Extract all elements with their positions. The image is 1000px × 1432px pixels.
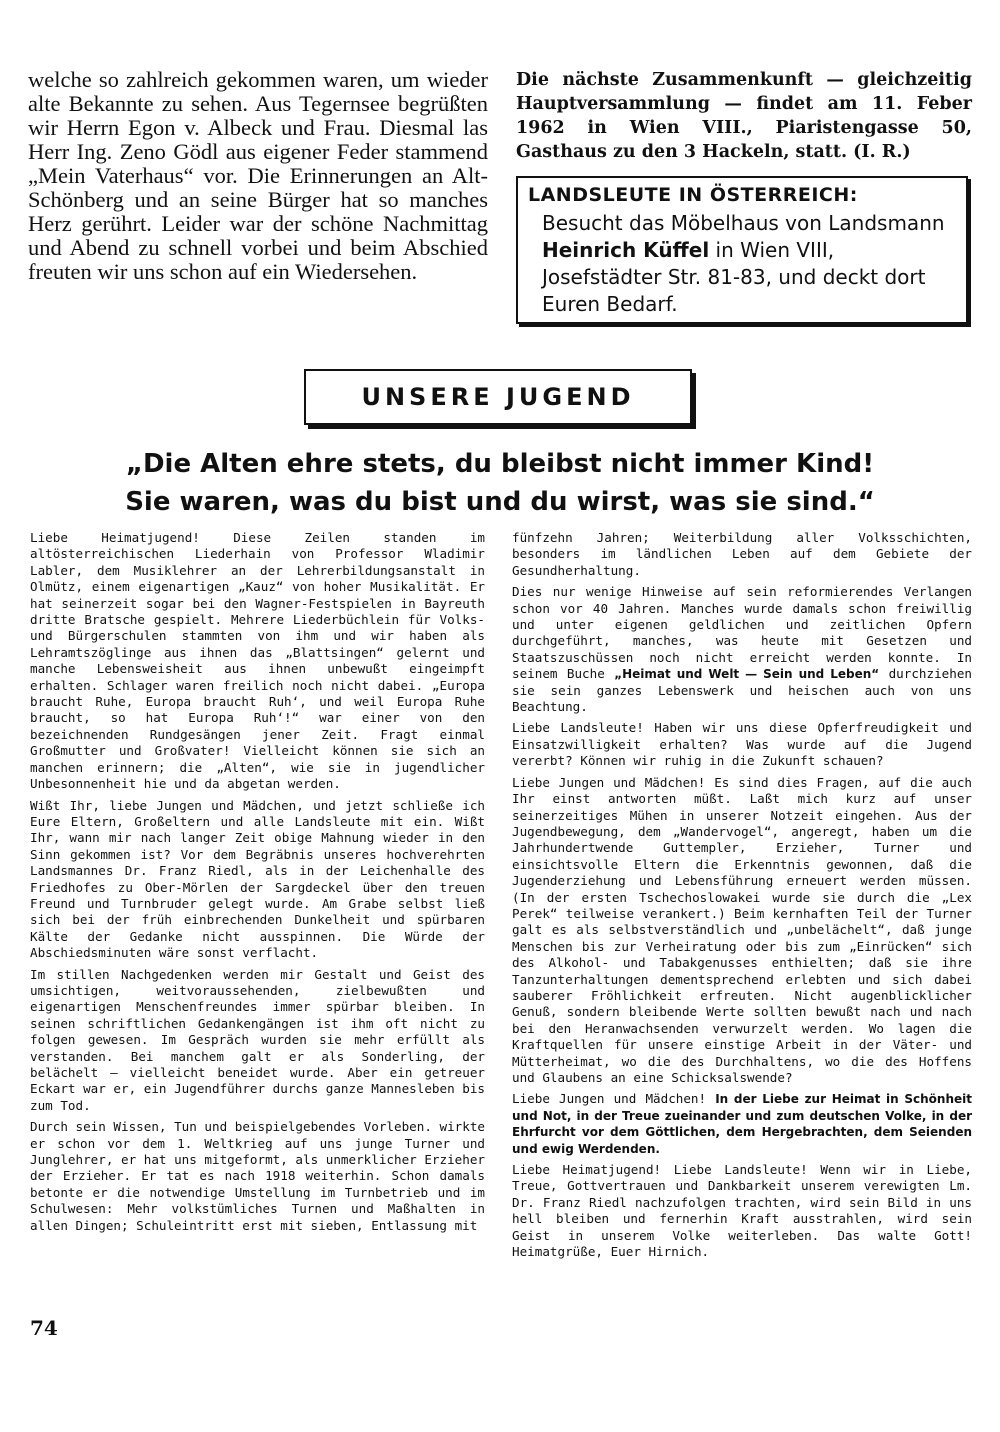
advertisement-line: Besucht das Möbelhaus von Landsmann xyxy=(542,211,945,235)
text-run: durchziehen sie sein ganzes Lebenswerk und heischen auch von uns Beachtung. xyxy=(512,666,972,715)
article-paragraph: Wißt Ihr, liebe Jungen und Mädchen, und jetzt schließe ich Eure Eltern, Großeltern und alle Landsleute mit ein. Wißt Ihr, wann mir nach langer Zeit obige Mahnung wieder in den Sinn gekommen ist? Vor dem Begräbnis unseres hochverehrten Landsmannes Dr. Franz Riedl, als in der Leichenhalle des Friedhofes zu Ober-Mörlen der Sargdeckel über den treuen Freund und Turnbruder gelegt wurde. Am Grabe selbst ließ sich bei der früh einbrechenden Dunkelheit und spürbaren Kälte der Gedanke nicht ausspinnen. Die Würde der Abschiedsminuten wäre sonst verflacht. xyxy=(30,797,485,961)
article-paragraph xyxy=(512,584,972,715)
section-title: UNSERE JUGEND xyxy=(304,369,692,425)
meeting-announcement: Die nächste Zusammenkunft — gleichzeitig Hauptversammlung — findet am 11. Feber 1962 in Wien VIII., Piaristengasse 50, Gasthaus zu den 3 Hackeln, statt. (I. R.) xyxy=(516,70,972,162)
emphasized-text: In der Liebe zur Heimat in Schönheit und Not, in der Treue zueinander und zum deutschen Volke, in der Ehrfurcht vor dem Göttlichen, dem Hergebrachten, dem Seienden und ewig Werdenden. xyxy=(512,1092,972,1156)
article-paragraph: Liebe Heimatjugend! Liebe Landsleute! Wenn wir in Liebe, Treue, Gottvertrauen und Dankbarkeit unserem verewigten Lm. Dr. Franz Riedl nachzufolgen trachten, wird sein Bild in uns hell bleiben und fernerhin Kraft ausstrahlen, wird sein Geist in unserem Volke weiterleben. Das walte Gott! Heimatgrüße, Euer Hirnich. xyxy=(512,1162,972,1260)
article-paragraph: Im stillen Nachgedenken werden mir Gestalt und Geist des umsichtigen, weitvoraussehenden, zielbewußten und eigenartigen Menschenfreundes immer spürbar bleiben. In seinen schriftlichen Gedankengängen ist ihm oft nicht zu folgen gewesen. Im Gespräch wurden sie mehr erfüllt als verstanden. Bei manchem galt er als Sonderling, der belächelt — vielleicht beneidet wurde. Aber ein getreuer Eckart war er, ein Jugendführer durchs ganze Mannesleben bis zum Tod. xyxy=(30,966,485,1113)
article-column-right xyxy=(512,530,972,1265)
article-paragraph: Liebe Landsleute! Haben wir uns diese Opferfreudigkeit und Einsatzwilligkeit erhalten? Was wurde auf die Jugend vererbt? Können wir ruhig in die Zukunft schauen? xyxy=(512,720,972,769)
advertisement-heading: LANDSLEUTE IN ÖSTERREICH: xyxy=(528,184,858,206)
article-paragraph: Durch sein Wissen, Tun und beispielgebendes Vorleben. wirkte er schon vor dem 1. Weltkrieg auf uns junge Turner und Junglehrer, er hat uns mitgeformt, als unmerklicher Erzieher der Erzieher. Er tat es nach 1918 weiterhin. Schon damals betonte er die notwendige Umstellung im Turnbetrieb und im Schulwesen: Mehr volkstümliches Turnen und Maßhalten in allen Dingen; Schuleintritt erst mit sieben, Entlassung mit xyxy=(30,1119,485,1233)
text-run: Dies nur wenige Hinweise auf sein reformierendes Verlangen schon vor 40 Jahren. Manches wurde damals schon freiwillig und unter eigenen geldlichen und zeitlichen Opfern durchgeführt, manches, was heute mit Gesetzen und Staatszuschüssen noch nicht erreicht werden konnte. In seinem Buche xyxy=(512,584,972,682)
quote-line: Sie waren, was du bist und du wirst, was sie sind.“ xyxy=(125,487,875,517)
advertisement-box xyxy=(516,176,968,324)
top-left-paragraph: welche so zahlreich gekommen waren, um wieder alte Bekannte zu sehen. Aus Tegernsee begrüßten wir Herrn Egon v. Albeck und Frau. Diesmal las Herr Ing. Zeno Gödl aus eigener Feder stammend „Mein Vaterhaus“ vor. Die Erinnerungen an Alt-Schönberg und an seine Bürger hat so manches Herz gerührt. Leider war der schöne Nachmittag und Abend zu schnell vorbei und beim Abschied freuten wir uns schon auf ein Wiedersehen. xyxy=(28,67,488,284)
motto-quote xyxy=(100,445,900,521)
advertisement-line: in Wien VIII, Josefstädter Str. 81-83, und deckt dort Euren Bedarf. xyxy=(542,238,926,316)
page-number: 74 xyxy=(30,1316,58,1340)
article-paragraph: fünfzehn Jahren; Weiterbildung aller Volksschichten, besonders im ländlichen Leben auf dem Gebiete der Gesundherhaltung. xyxy=(512,530,972,578)
article-column-left xyxy=(30,530,485,1239)
article-paragraph: Liebe Jungen und Mädchen! Es sind dies Fragen, auf die auch Ihr einst antworten müßt. Laßt mich kurz auf unser seinerzeitiges Mühen in unserer Notzeit eingehen. Aus der Jugendbewegung, dem „Wandervogel“, angeregt, haben um die Jahrhundertwende Guttempler, Erzieher, Turner und einsichtsvolle Eltern die Erkenntnis gewonnen, daß die Jugenderziehung und Lebensführung erneuert werden müssen. (In der ersten Tschechoslowakei wurde sie durch die „Lex Perek“ teilweise verankert.) Beim kernhaften Teil der Turner galt es als selbstverständlich und „unbelächelt“, daß junge Menschen bis zur Verheiratung oder bis zum „Einrücken“ sich des Alkohol- und Tabakgenusses enthielten; daß sie ihre Tanzunterhaltungen dementsprechend erlebten und sich dabei sauberer Fröhlichkeit erfreuten. Nicht augenblicklicher Genuß, sondern bleibende Werte sollten bewußt nach und nach bei den Heranwachsenden verwurzelt werden. Wo lagen die Kraftquellen für unsere einstige Arbeit in der Väter- und Mütterheimat, wo die des Durchhaltens, wo die des Hoffens und Glaubens an eine Schicksalswende? xyxy=(512,774,972,1085)
quote-line: „Die Alten ehre stets, du bleibst nicht immer Kind! xyxy=(125,449,875,479)
advertiser-name: Heinrich Küffel xyxy=(542,238,710,262)
advertisement-body xyxy=(528,210,956,318)
book-title: „Heimat und Welt — Sein und Leben“ xyxy=(614,667,880,682)
article-paragraph: Liebe Heimatjugend! Diese Zeilen standen im altösterreichischen Liederhain von Professor Wladimir Labler, dem Musiklehrer an der Lehrerbildungsanstalt in Olmütz, einem eigenartigen „Kauz“ von hoher Musikalität. Er hat seinerzeit sogar bei den Wagner-Festspielen in Bayreuth dritte Bratsche gespielt. Mehrere Liederbüchlein für Volks- und Bürgerschulen stammten von ihm und wir haben als Lehramtszöglinge aus ihnen das „Blattsingen“ gelernt und manche Lebensweisheit aus ihnen unbewußt eingeimpft erhalten. Schlager waren freilich noch nicht dabei. „Europa braucht Ruhe, Europa braucht Ruh‘, und weil Europa Ruhe braucht, so hat Europa Ruh‘!“ war einer von den bezeichnenden Rundgesängen jener Zeit. Fragt einmal Großmutter und Großvater! Vielleicht können sie sich an manchen erinnern; die „Alten“, wie sie in jugendlicher Unbesonnenheit hie und da abgetan werden. xyxy=(30,530,485,792)
article-paragraph xyxy=(512,1091,972,1157)
text-run: Liebe Jungen und Mädchen! xyxy=(512,1091,716,1107)
